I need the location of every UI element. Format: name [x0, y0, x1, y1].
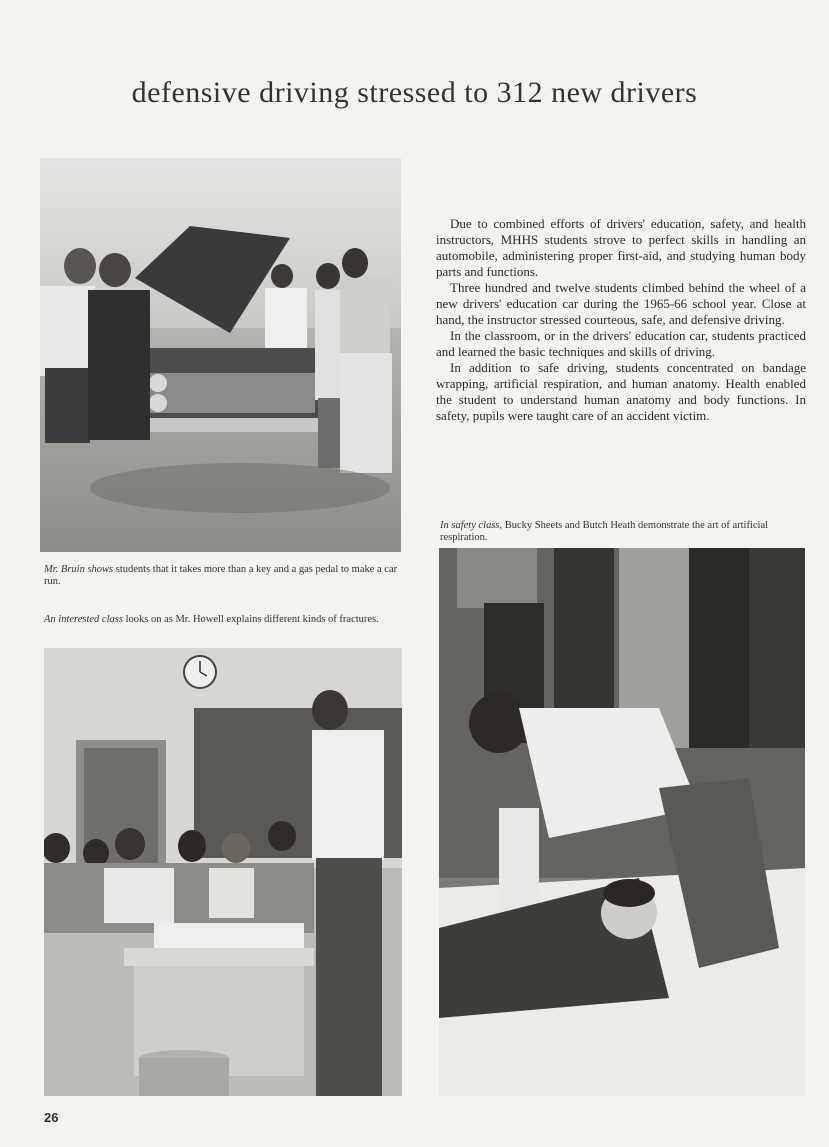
safety-caption-lead: In safety class,: [440, 520, 503, 531]
safety-caption-text: Bucky Sheets and Butch Heath demonstrate the art of artificial respiration.: [440, 520, 769, 543]
car-caption: [44, 564, 402, 588]
article-paragraph: In addition to safe driving, students concentrated on bandage wrapping, artificial respiration, and human anatomy. Health enabled the student to understand human anatomy and body functions. In safety, pupils were taught care of an accident victim.: [436, 360, 806, 423]
page-title: defensive driving stressed to 312 new drivers: [131, 76, 698, 109]
article-paragraph: Three hundred and twelve students climbed behind the wheel of a new drivers' education car during the 1965-66 school year. Close at hand, the instructor stressed courteous, safe, and defensive driving.: [436, 280, 806, 327]
article-paragraph: Due to combined efforts of drivers' education, safety, and health instructors, MHHS students strove to perfect skills in handling an automobile, administering proper first-aid, and studying human body parts and functions.: [436, 216, 806, 279]
car-caption-text: students that it takes more than a key and a gas pedal to make a car run.: [44, 564, 398, 587]
classroom-caption-text: looks on as Mr. Howell explains different kinds of fractures.: [122, 614, 379, 625]
safety-caption: [440, 520, 804, 544]
classroom-caption: [44, 614, 402, 626]
article-paragraph: In the classroom, or in the drivers' education car, students practiced and learned the basic techniques and skills of driving.: [436, 328, 806, 359]
page-number: 26: [44, 1110, 59, 1125]
car-photo: [40, 158, 401, 552]
classroom-caption-lead: An interested class: [44, 614, 123, 625]
respiration-photo: [439, 548, 805, 1096]
article-body: [436, 216, 806, 424]
classroom-photo: [44, 648, 402, 1096]
car-caption-lead: Mr. Bruin shows: [44, 564, 114, 575]
